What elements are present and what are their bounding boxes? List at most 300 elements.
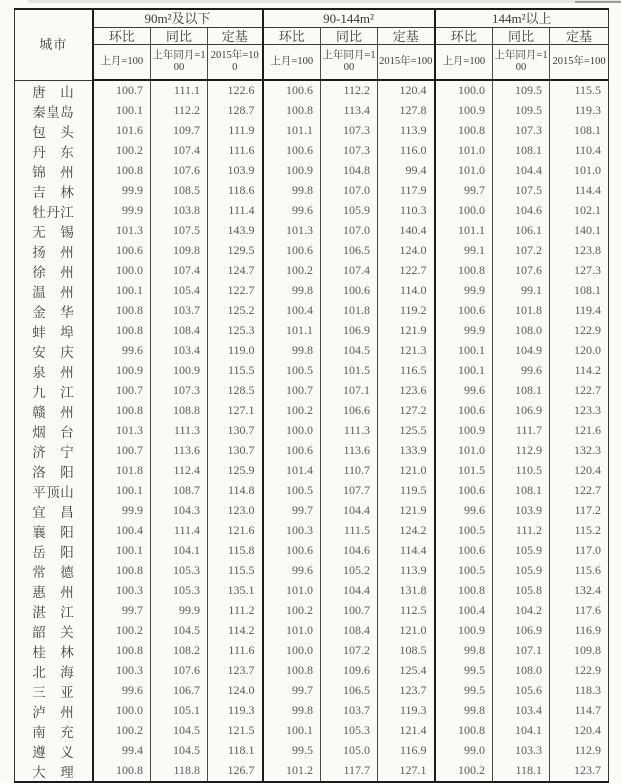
city-name: 赣 州 — [32, 404, 75, 420]
city-name: 常 德 — [32, 564, 75, 580]
value-cell: 140.4 — [378, 221, 435, 241]
value-cell: 100.2 — [93, 621, 151, 641]
value-cell: 117.2 — [550, 501, 609, 521]
value-cell: 104.5 — [321, 341, 378, 361]
value-cell: 114.4 — [550, 181, 609, 201]
city-name: 烟 台 — [32, 424, 75, 440]
value-cell: 107.6 — [151, 161, 208, 181]
value-cell: 103.9 — [208, 161, 263, 181]
value-cell: 101.8 — [93, 461, 151, 481]
value-cell: 107.2 — [493, 241, 550, 261]
value-cell: 108.4 — [151, 321, 208, 341]
value-cell: 100.8 — [93, 761, 151, 782]
value-cell: 100.0 — [435, 80, 493, 101]
table-row — [15, 101, 609, 121]
value-cell: 99.8 — [435, 641, 493, 661]
value-cell: 104.3 — [151, 501, 208, 521]
value-cell: 112.5 — [378, 601, 435, 621]
base-header-2015: 2015年=100 — [208, 45, 263, 81]
value-cell: 99.9 — [151, 601, 208, 621]
table-row — [15, 701, 609, 721]
col-header-fixed-base: 定基 — [208, 28, 263, 45]
value-cell: 103.7 — [151, 301, 208, 321]
value-cell: 122.9 — [550, 321, 609, 341]
value-cell: 106.9 — [493, 401, 550, 421]
city-name: 金 华 — [32, 304, 75, 320]
table-row — [15, 461, 609, 481]
value-cell: 119.3 — [550, 101, 609, 121]
city-name: 宜 昌 — [32, 504, 75, 520]
city-name: 韶 关 — [32, 624, 75, 640]
value-cell: 113.4 — [321, 101, 378, 121]
value-cell: 119.3 — [208, 701, 263, 721]
value-cell: 100.8 — [435, 721, 493, 741]
value-cell: 114.4 — [378, 541, 435, 561]
value-cell: 100.9 — [435, 621, 493, 641]
table-row — [15, 741, 609, 761]
value-cell: 107.4 — [151, 141, 208, 161]
city-name: 丹 东 — [32, 144, 75, 160]
value-cell: 99.9 — [435, 321, 493, 341]
value-cell: 101.0 — [435, 441, 493, 461]
base-header-prev-month: 上月=100 — [435, 45, 493, 81]
value-cell: 121.9 — [378, 321, 435, 341]
value-cell: 106.6 — [321, 401, 378, 421]
value-cell: 101.0 — [435, 161, 493, 181]
value-cell: 107.1 — [321, 381, 378, 401]
value-cell: 101.3 — [93, 221, 151, 241]
value-cell: 111.2 — [208, 601, 263, 621]
value-cell: 99.9 — [93, 501, 151, 521]
value-cell: 100.8 — [93, 301, 151, 321]
value-cell: 128.5 — [208, 381, 263, 401]
value-cell: 120.4 — [550, 461, 609, 481]
value-cell: 100.2 — [93, 721, 151, 741]
value-cell: 123.8 — [550, 241, 609, 261]
value-cell: 104.9 — [493, 341, 550, 361]
col-header-mom: 环比 — [263, 28, 321, 45]
value-cell: 99.9 — [93, 201, 151, 221]
value-cell: 122.7 — [208, 281, 263, 301]
value-cell: 100.2 — [435, 761, 493, 782]
value-cell: 100.6 — [93, 241, 151, 261]
value-cell: 106.1 — [493, 221, 550, 241]
value-cell: 100.6 — [435, 481, 493, 501]
value-cell: 111.2 — [493, 521, 550, 541]
city-name: 蚌 埠 — [32, 324, 75, 340]
city-name: 扬 州 — [32, 244, 75, 260]
value-cell: 108.1 — [493, 141, 550, 161]
value-cell: 130.7 — [208, 441, 263, 461]
value-cell: 101.4 — [263, 461, 321, 481]
value-cell: 99.5 — [435, 661, 493, 681]
value-cell: 99.4 — [378, 161, 435, 181]
city-name: 洛 阳 — [32, 464, 75, 480]
value-cell: 111.6 — [208, 641, 263, 661]
city-name: 安 庆 — [32, 344, 75, 360]
table-row — [15, 281, 609, 301]
value-cell: 100.9 — [151, 361, 208, 381]
value-cell: 107.4 — [151, 261, 208, 281]
value-cell: 101.1 — [435, 221, 493, 241]
table-row — [15, 241, 609, 261]
value-cell: 125.9 — [208, 461, 263, 481]
value-cell: 113.6 — [151, 441, 208, 461]
table-row — [15, 541, 609, 561]
value-cell: 140.1 — [550, 221, 609, 241]
value-cell: 100.2 — [263, 261, 321, 281]
value-cell: 119.2 — [378, 301, 435, 321]
city-column-header: 城市 — [15, 9, 93, 80]
city-name: 温 州 — [32, 284, 75, 300]
value-cell: 100.8 — [93, 641, 151, 661]
value-cell: 99.5 — [263, 741, 321, 761]
value-cell: 105.3 — [321, 721, 378, 741]
value-cell: 101.3 — [263, 221, 321, 241]
value-cell: 107.6 — [493, 261, 550, 281]
value-cell: 101.0 — [550, 161, 609, 181]
table-body — [15, 80, 609, 782]
value-cell: 106.9 — [493, 621, 550, 641]
table-row — [15, 221, 609, 241]
value-cell: 108.5 — [151, 181, 208, 201]
value-cell: 127.1 — [378, 761, 435, 782]
table-row — [15, 721, 609, 741]
value-cell: 111.4 — [208, 201, 263, 221]
table-row — [15, 381, 609, 401]
value-cell: 123.0 — [208, 501, 263, 521]
value-cell: 130.7 — [208, 421, 263, 441]
city-name: 湛 江 — [32, 604, 75, 620]
value-cell: 111.7 — [493, 421, 550, 441]
value-cell: 100.9 — [263, 161, 321, 181]
value-cell: 99.6 — [93, 341, 151, 361]
value-cell: 108.1 — [550, 281, 609, 301]
value-cell: 125.2 — [208, 301, 263, 321]
city-name: 牡丹江 — [32, 204, 75, 220]
value-cell: 124.2 — [378, 521, 435, 541]
value-cell: 111.6 — [208, 141, 263, 161]
value-cell: 116.5 — [378, 361, 435, 381]
table-row — [15, 141, 609, 161]
city-name: 锦 州 — [32, 164, 75, 180]
value-cell: 108.5 — [378, 641, 435, 661]
value-cell: 118.1 — [493, 761, 550, 782]
value-cell: 100.1 — [263, 721, 321, 741]
base-header-same-month-last-year: 上年同月=100 — [493, 45, 550, 81]
value-cell: 99.6 — [263, 561, 321, 581]
value-cell: 125.4 — [378, 661, 435, 681]
value-cell: 121.6 — [208, 521, 263, 541]
value-cell: 100.6 — [263, 441, 321, 461]
table-row — [15, 681, 609, 701]
table-row — [15, 481, 609, 501]
value-cell: 104.6 — [493, 201, 550, 221]
value-cell: 112.4 — [151, 461, 208, 481]
value-cell: 103.9 — [493, 501, 550, 521]
value-cell: 109.8 — [550, 641, 609, 661]
value-cell: 115.6 — [550, 561, 609, 581]
value-cell: 105.3 — [151, 561, 208, 581]
value-cell: 107.2 — [321, 641, 378, 661]
value-cell: 121.9 — [378, 501, 435, 521]
value-cell: 108.1 — [550, 121, 609, 141]
value-cell: 99.7 — [93, 601, 151, 621]
value-cell: 100.6 — [263, 80, 321, 101]
value-cell: 108.1 — [493, 481, 550, 501]
table-row — [15, 341, 609, 361]
table-row — [15, 421, 609, 441]
value-cell: 106.7 — [151, 681, 208, 701]
value-cell: 105.0 — [321, 741, 378, 761]
value-cell: 118.6 — [208, 181, 263, 201]
value-cell: 100.7 — [93, 80, 151, 101]
base-header-prev-month: 上月=100 — [263, 45, 321, 81]
value-cell: 100.1 — [93, 101, 151, 121]
value-cell: 109.5 — [493, 80, 550, 101]
value-cell: 109.7 — [151, 121, 208, 141]
value-cell: 113.6 — [321, 441, 378, 461]
value-cell: 101.8 — [493, 301, 550, 321]
value-cell: 104.5 — [151, 621, 208, 641]
value-cell: 108.4 — [321, 621, 378, 641]
value-cell: 119.3 — [378, 701, 435, 721]
value-cell: 99.8 — [263, 341, 321, 361]
city-name: 北 海 — [32, 664, 75, 680]
value-cell: 105.3 — [151, 581, 208, 601]
col-header-yoy: 同比 — [321, 28, 378, 45]
group-header-row — [15, 9, 609, 28]
value-cell: 103.7 — [321, 701, 378, 721]
value-cell: 104.4 — [493, 161, 550, 181]
base-header-2015: 2015年=100 — [550, 45, 609, 81]
value-cell: 111.4 — [151, 521, 208, 541]
value-cell: 101.5 — [435, 461, 493, 481]
value-cell: 109.8 — [151, 241, 208, 261]
city-name: 惠 州 — [32, 584, 75, 600]
city-name: 南 充 — [32, 724, 75, 740]
city-name: 九 江 — [32, 384, 75, 400]
value-cell: 104.8 — [321, 161, 378, 181]
value-cell: 99.7 — [263, 681, 321, 701]
value-cell: 124.0 — [208, 681, 263, 701]
value-cell: 101.6 — [93, 121, 151, 141]
value-cell: 104.6 — [321, 541, 378, 561]
value-cell: 100.6 — [263, 141, 321, 161]
city-name: 唐 山 — [32, 84, 75, 100]
city-name: 包 头 — [32, 124, 75, 140]
value-cell: 108.1 — [493, 381, 550, 401]
value-cell: 99.6 — [435, 501, 493, 521]
value-cell: 100.9 — [435, 421, 493, 441]
value-cell: 100.0 — [435, 201, 493, 221]
value-cell: 110.3 — [378, 201, 435, 221]
value-cell: 99.8 — [263, 701, 321, 721]
housing-price-index-page — [14, 8, 609, 783]
value-cell: 105.9 — [493, 561, 550, 581]
city-name: 吉 林 — [32, 184, 75, 200]
city-name: 无 锡 — [32, 224, 75, 240]
value-cell: 108.8 — [151, 401, 208, 421]
value-cell: 108.7 — [151, 481, 208, 501]
value-cell: 100.7 — [263, 381, 321, 401]
city-name: 襄 阳 — [32, 524, 75, 540]
value-cell: 100.1 — [93, 481, 151, 501]
value-cell: 110.4 — [550, 141, 609, 161]
value-cell: 112.9 — [493, 441, 550, 461]
value-cell: 107.3 — [493, 121, 550, 141]
value-cell: 113.9 — [378, 121, 435, 141]
value-cell: 127.1 — [208, 401, 263, 421]
city-name: 三 亚 — [32, 684, 75, 700]
value-cell: 100.7 — [93, 441, 151, 461]
value-cell: 99.6 — [93, 681, 151, 701]
base-period-header-row — [15, 45, 609, 81]
value-cell: 99.4 — [93, 741, 151, 761]
table-row — [15, 601, 609, 621]
value-cell: 105.1 — [151, 701, 208, 721]
value-cell: 113.9 — [378, 561, 435, 581]
value-cell: 100.8 — [263, 101, 321, 121]
value-cell: 104.4 — [321, 501, 378, 521]
table-row — [15, 301, 609, 321]
table-row — [15, 361, 609, 381]
value-cell: 100.6 — [435, 401, 493, 421]
value-cell: 101.0 — [435, 141, 493, 161]
value-cell: 105.9 — [493, 541, 550, 561]
table-row — [15, 441, 609, 461]
value-cell: 104.5 — [151, 741, 208, 761]
value-cell: 99.8 — [435, 701, 493, 721]
table-row — [15, 401, 609, 421]
value-cell: 114.2 — [550, 361, 609, 381]
col-header-fixed-base: 定基 — [378, 28, 435, 45]
value-cell: 101.2 — [263, 761, 321, 782]
value-cell: 100.0 — [93, 701, 151, 721]
value-cell: 123.6 — [378, 381, 435, 401]
value-cell: 118.8 — [151, 761, 208, 782]
value-cell: 111.5 — [321, 521, 378, 541]
value-cell: 122.7 — [550, 481, 609, 501]
value-cell: 99.9 — [93, 181, 151, 201]
value-cell: 111.9 — [208, 121, 263, 141]
value-cell: 116.0 — [378, 141, 435, 161]
value-cell: 104.4 — [321, 581, 378, 601]
value-cell: 119.4 — [550, 301, 609, 321]
city-name: 泸 州 — [32, 704, 75, 720]
value-cell: 114.8 — [208, 481, 263, 501]
value-cell: 100.8 — [93, 161, 151, 181]
value-cell: 114.0 — [378, 281, 435, 301]
value-cell: 123.7 — [550, 761, 609, 782]
value-cell: 143.9 — [208, 221, 263, 241]
value-cell: 100.3 — [93, 661, 151, 681]
value-cell: 127.3 — [550, 261, 609, 281]
value-cell: 121.4 — [378, 721, 435, 741]
value-cell: 127.2 — [378, 401, 435, 421]
value-cell: 115.5 — [550, 80, 609, 101]
value-cell: 100.9 — [435, 101, 493, 121]
value-cell: 100.6 — [321, 281, 378, 301]
value-cell: 100.0 — [263, 641, 321, 661]
value-cell: 112.2 — [151, 101, 208, 121]
table-row — [15, 561, 609, 581]
group-header-90-and-below: 90m²及以下 — [93, 9, 263, 28]
base-header-same-month-last-year: 上年同月=100 — [321, 45, 378, 81]
value-cell: 100.4 — [93, 521, 151, 541]
table-row — [15, 521, 609, 541]
value-cell: 100.2 — [93, 141, 151, 161]
value-cell: 101.1 — [263, 321, 321, 341]
table-row — [15, 621, 609, 641]
value-cell: 99.5 — [435, 681, 493, 701]
value-cell: 115.5 — [208, 361, 263, 381]
value-cell: 107.3 — [321, 121, 378, 141]
value-cell: 100.0 — [93, 261, 151, 281]
value-cell: 126.7 — [208, 761, 263, 782]
group-header-144-and-above: 144m²以上 — [435, 9, 609, 28]
table-row — [15, 80, 609, 101]
table-row — [15, 661, 609, 681]
value-cell: 100.5 — [263, 361, 321, 381]
city-name: 徐 州 — [32, 264, 75, 280]
value-cell: 131.8 — [378, 581, 435, 601]
value-cell: 107.0 — [321, 221, 378, 241]
table-row — [15, 321, 609, 341]
value-cell: 100.1 — [435, 341, 493, 361]
col-header-yoy: 同比 — [493, 28, 550, 45]
city-name: 济 宁 — [32, 444, 75, 460]
city-name: 秦皇岛 — [32, 104, 75, 120]
value-cell: 100.1 — [435, 361, 493, 381]
value-cell: 122.7 — [550, 381, 609, 401]
value-cell: 120.4 — [378, 80, 435, 101]
value-cell: 119.5 — [378, 481, 435, 501]
value-cell: 103.3 — [493, 741, 550, 761]
value-cell: 108.0 — [493, 661, 550, 681]
value-cell: 100.7 — [93, 381, 151, 401]
value-cell: 105.8 — [493, 581, 550, 601]
table-row — [15, 161, 609, 181]
base-header-prev-month: 上月=100 — [93, 45, 151, 81]
value-cell: 104.5 — [151, 721, 208, 741]
value-cell: 100.8 — [93, 321, 151, 341]
value-cell: 117.0 — [550, 541, 609, 561]
value-cell: 109.5 — [493, 101, 550, 121]
city-name: 遵 义 — [32, 744, 75, 760]
value-cell: 121.5 — [208, 721, 263, 741]
value-cell: 118.3 — [550, 681, 609, 701]
value-cell: 112.2 — [321, 80, 378, 101]
value-cell: 100.2 — [263, 601, 321, 621]
value-cell: 125.3 — [208, 321, 263, 341]
value-cell: 105.2 — [321, 561, 378, 581]
value-cell: 100.5 — [263, 481, 321, 501]
value-cell: 120.4 — [550, 721, 609, 741]
value-cell: 104.2 — [493, 601, 550, 621]
value-cell: 100.6 — [435, 301, 493, 321]
value-cell: 107.5 — [151, 221, 208, 241]
value-cell: 99.7 — [263, 501, 321, 521]
value-cell: 121.3 — [378, 341, 435, 361]
value-cell: 99.8 — [263, 181, 321, 201]
city-name: 平顶山 — [32, 484, 75, 500]
value-cell: 114.7 — [550, 701, 609, 721]
value-cell: 100.5 — [435, 521, 493, 541]
value-cell: 107.5 — [493, 181, 550, 201]
value-cell: 107.0 — [321, 181, 378, 201]
value-cell: 103.4 — [493, 701, 550, 721]
